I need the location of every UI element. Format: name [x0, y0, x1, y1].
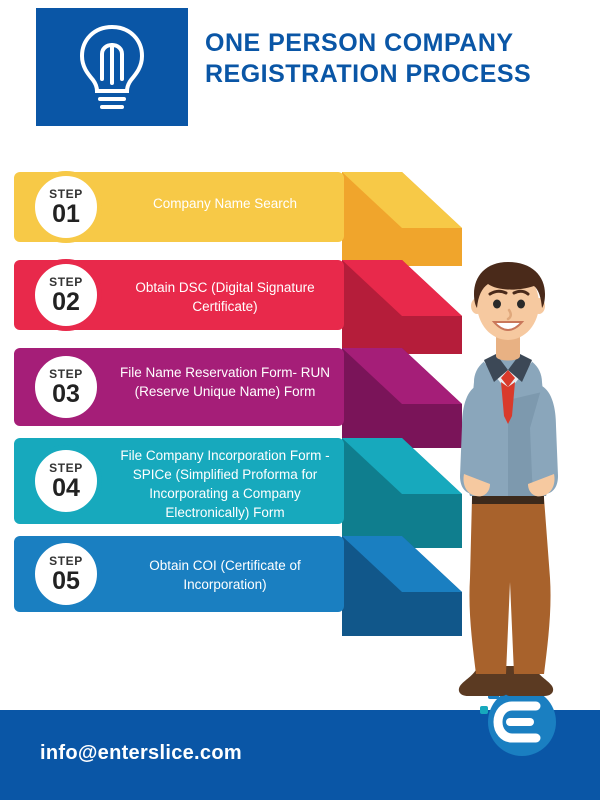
- page-title-line2: REGISTRATION PROCESS: [205, 60, 532, 88]
- step-number: 05: [52, 566, 80, 595]
- step-text: Obtain DSC (Digital Signature Certificate): [135, 280, 315, 314]
- step-number: 03: [52, 379, 80, 408]
- businessman-character: [430, 230, 600, 710]
- footer: [0, 710, 600, 800]
- step-badge: [30, 538, 102, 610]
- step-badge: [30, 259, 102, 331]
- step-word: STEP: [49, 553, 83, 568]
- step-word: STEP: [49, 460, 83, 475]
- page-title-line1: ONE PERSON COMPANY: [205, 29, 514, 57]
- lightbulb-icon: [70, 19, 154, 115]
- footer-email[interactable]: info@enterslice.com: [40, 742, 242, 764]
- step-badge: [30, 171, 102, 243]
- header: [0, 0, 600, 132]
- page-title: [205, 28, 585, 90]
- step-word: STEP: [49, 186, 83, 201]
- step-word: STEP: [49, 274, 83, 289]
- step-text: Company Name Search: [152, 196, 298, 211]
- step-badge: [30, 445, 102, 517]
- step-word: STEP: [49, 366, 83, 381]
- step-number: 04: [52, 473, 80, 502]
- step-text: Obtain COI (Certificate of Incorporation): [149, 558, 301, 592]
- step-text: File Name Reservation Form- RUN (Reserve Unique Name) Form: [119, 365, 331, 399]
- step-number: 01: [52, 199, 80, 228]
- step-number: 02: [52, 287, 80, 316]
- step-badge: [30, 351, 102, 423]
- logo-box: [36, 8, 188, 126]
- step-text: File Company Incorporation Form - SPICe (Simplified Proforma for Incorporating a Company Electronically) Form: [120, 448, 330, 520]
